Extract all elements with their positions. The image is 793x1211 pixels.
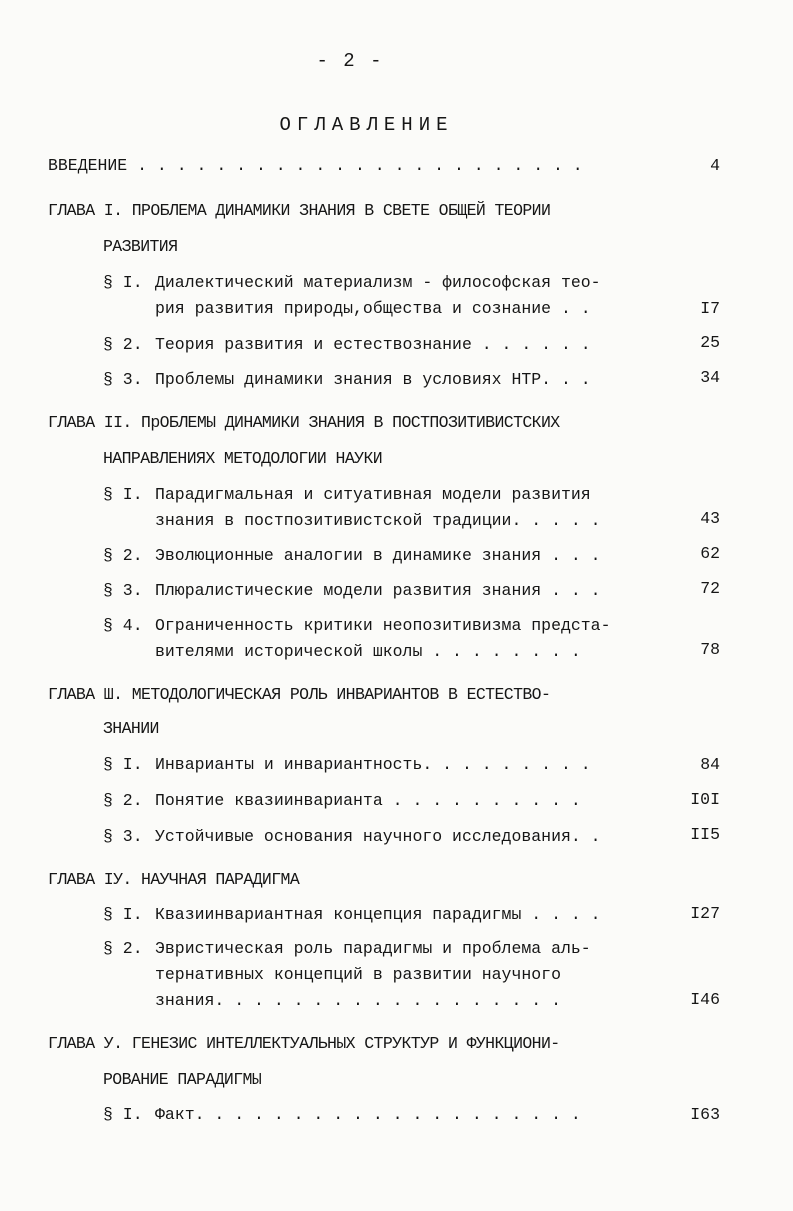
toc-section-cont: знания. . . . . . . . . . . . . . . . . . [155, 991, 561, 1010]
toc-section: § 4. Ограниченность критики неопозитивизма предста- [103, 616, 611, 635]
toc-section: § 3. Проблемы динамики знания в условиях НТР. . . [103, 370, 591, 389]
toc-section-page: I27 [690, 904, 720, 923]
toc-section-page: I0I [690, 790, 720, 809]
chapter-2-title-cont: НАПРАВЛЕНИЯХ МЕТОДОЛОГИИ НАУКИ [103, 449, 383, 468]
toc-section: § I. Диалектический материализм - философская тео- [103, 273, 601, 292]
chapter-3-title: ГЛАВА Ш. МЕТОДОЛОГИЧЕСКАЯ РОЛЬ ИНВАРИАНТОВ В ЕСТЕСТВО- [48, 685, 551, 704]
toc-section: § 3. Устойчивые основания научного исследования. . [103, 827, 601, 846]
chapter-3-title-cont: ЗНАНИИ [103, 719, 159, 738]
toc-section-cont: рия развития природы,общества и сознание . . [155, 299, 591, 318]
toc-section-page: 34 [700, 368, 720, 387]
toc-section: § 2. Эволюционные аналогии в динамике знания . . . [103, 546, 601, 565]
toc-section-cont: тернативных концепций в развитии научного [155, 965, 561, 984]
toc-intro-page: 4 [710, 156, 720, 175]
toc-section: § I. Инварианты и инвариантность. . . . . . . . . [103, 755, 591, 774]
toc-intro-label: ВВЕДЕНИЕ [48, 156, 128, 175]
toc-section-page: 43 [700, 509, 720, 528]
chapter-2-title: ГЛАВА II. ПрОБЛЕМЫ ДИНАМИКИ ЗНАНИЯ В ПОСТПОЗИТИВИСТСКИХ [48, 413, 560, 432]
toc-section-page: I63 [690, 1105, 720, 1124]
chapter-1-title-cont: РАЗВИТИЯ [103, 237, 178, 256]
chapter-4-title: ГЛАВА IУ. НАУЧНАЯ ПАРАДИГМА [48, 870, 300, 889]
toc-section-page: 25 [700, 333, 720, 352]
toc-section-page: I46 [690, 990, 720, 1009]
toc-section: § 2. Теория развития и естествознание . . . . . . [103, 335, 591, 354]
page-number: - 2 - [316, 50, 384, 72]
toc-section: § I. Факт. . . . . . . . . . . . . . . . . . . . [103, 1105, 581, 1124]
toc-intro-dots: . . . . . . . . . . . . . . . . . . . . . . . [137, 156, 583, 175]
toc-section-cont: знания в постпозитивистской традиции. . . . . [155, 511, 601, 530]
chapter-5-title-cont: РОВАНИЕ ПАРАДИГМЫ [103, 1070, 262, 1089]
toc-section: § 3. Плюралистические модели развития знания . . . [103, 581, 601, 600]
toc-section: § 2. Эвристическая роль парадигмы и проблема аль- [103, 939, 591, 958]
toc-section-page: I7 [700, 299, 720, 318]
toc-section-page: 72 [700, 579, 720, 598]
chapter-1-title: ГЛАВА I. ПРОБЛЕМА ДИНАМИКИ ЗНАНИЯ В СВЕТЕ ОБЩЕЙ ТЕОРИИ [48, 201, 551, 220]
toc-section: § 2. Понятие квазиинварианта . . . . . . . . . . [103, 791, 581, 810]
toc-section: § I. Квазиинвариантная концепция парадигмы . . . . [103, 905, 601, 924]
page-title: ОГЛАВЛЕНИЕ [279, 114, 454, 136]
toc-section-page: 62 [700, 544, 720, 563]
toc-intro [48, 153, 583, 179]
toc-section: § I. Парадигмальная и ситуативная модели развития [103, 485, 591, 504]
toc-section-page: 84 [700, 755, 720, 774]
toc-section-page: II5 [690, 825, 720, 844]
toc-section-page: 78 [700, 640, 720, 659]
chapter-5-title: ГЛАВА У. ГЕНЕЗИС ИНТЕЛЛЕКТУАЛЬНЫХ СТРУКТУР И ФУНКЦИОНИ- [48, 1034, 560, 1053]
toc-section-cont: вителями исторической школы . . . . . . . . [155, 642, 581, 661]
